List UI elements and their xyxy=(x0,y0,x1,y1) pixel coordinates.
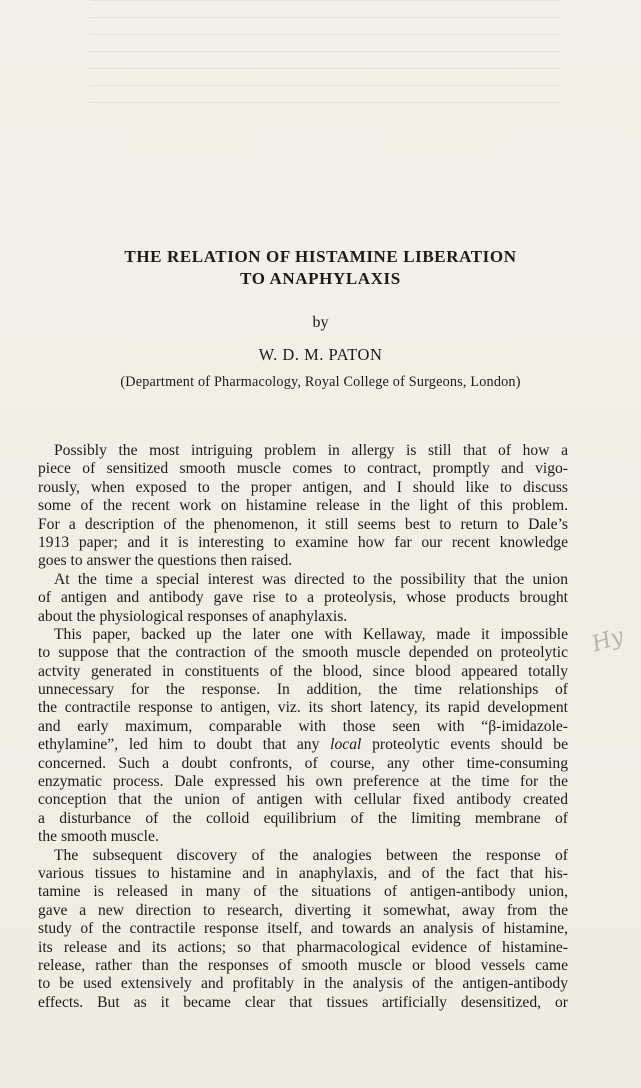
body-line: For a description of the phenomenon, it still seems best to return to Dale’s xyxy=(38,515,568,533)
body-line: some of the recent work on histamine release in the light of this problem. xyxy=(38,497,568,515)
body-line: to suppose that the contraction of the smooth muscle depended on proteolytic xyxy=(38,644,568,662)
body-line: to be used extensively and profitably in the analysis of the antigen-antibody xyxy=(38,975,568,993)
body-line: The subsequent discovery of the analogies between the response of xyxy=(54,846,568,864)
body-line: and early maximum, comparable with those seen with “β-imidazole- xyxy=(38,717,568,735)
body-line: study of the contractile response itself, and towards an analysis of histamine, xyxy=(38,920,568,938)
body-line: tamine is released in many of the situations of antigen-antibody union, xyxy=(38,883,568,901)
body-line: actvity generated in constituents of the blood, since blood appeared totally xyxy=(38,662,568,680)
body-line: the smooth muscle. xyxy=(38,828,159,846)
article-body xyxy=(38,442,568,1012)
body-line: gave a new direction to research, diverting it somewhat, away from the xyxy=(38,901,568,919)
author-affiliation: (Department of Pharmacology, Royal College of Surgeons, London) xyxy=(120,374,521,390)
body-line: conception that the union of antigen with cellular fixed antibody created xyxy=(38,791,568,809)
body-line: 1913 paper; and it is interesting to examine how far our recent knowledge xyxy=(38,533,568,551)
body-line-start: ethylamine”, led him to doubt that any xyxy=(38,736,331,754)
body-line: concerned. Such a doubt confronts, of course, any other time-consuming xyxy=(38,754,568,772)
body-line: Possibly the most intriguing problem in allergy is still that of how a xyxy=(54,442,568,459)
body-line: the contractile response to antigen, viz. its short latency, its rapid development xyxy=(38,699,568,717)
body-line: piece of sensitized smooth muscle comes to contract, promptly and vigo- xyxy=(38,460,568,478)
byline-by: by xyxy=(312,314,329,331)
body-line: At the time a special interest was directed to the possibility that the union xyxy=(54,570,568,588)
body-line: a disturbance of the colloid equilibrium of the limiting membrane of xyxy=(38,809,568,827)
body-line-end: proteolytic events should be xyxy=(361,736,569,754)
body-line: enzymatic process. Dale expressed his own preference at the time for the xyxy=(38,773,568,791)
body-line: goes to answer the questions then raised. xyxy=(38,552,293,570)
italic-word-local: local xyxy=(330,736,362,754)
show-through-text xyxy=(90,0,560,110)
body-line: release, rather than the responses of smooth muscle or blood vessels came xyxy=(38,956,568,974)
article-title-line-2: TO ANAPHYLAXIS xyxy=(240,269,401,288)
margin-pencil-note: Hy xyxy=(588,623,627,658)
body-line: This paper, backed up the later one with Kellaway, made it impossible xyxy=(54,625,568,643)
body-line: its release and its actions; so that pharmacological evidence of histamine- xyxy=(38,938,568,956)
body-line: about the physiological responses of anaphylaxis. xyxy=(38,607,348,625)
body-line: various tissues to histamine and in anaphylaxis, and of the fact that his- xyxy=(38,864,568,882)
body-line: unnecessary for the response. In addition, the time relationships of xyxy=(38,681,568,699)
article-title-line-1: THE RELATION OF HISTAMINE LIBERATION xyxy=(124,247,517,266)
author-name: W. D. M. PATON xyxy=(258,345,383,364)
body-line: effects. But as it became clear that tissues artificially desensitized, or xyxy=(38,993,568,1011)
body-line: rously, when exposed to the proper antigen, and I should like to discuss xyxy=(38,478,568,496)
body-line-with-italic xyxy=(38,736,568,754)
body-line: of antigen and antibody gave rise to a proteolysis, whose products brought xyxy=(38,589,568,607)
